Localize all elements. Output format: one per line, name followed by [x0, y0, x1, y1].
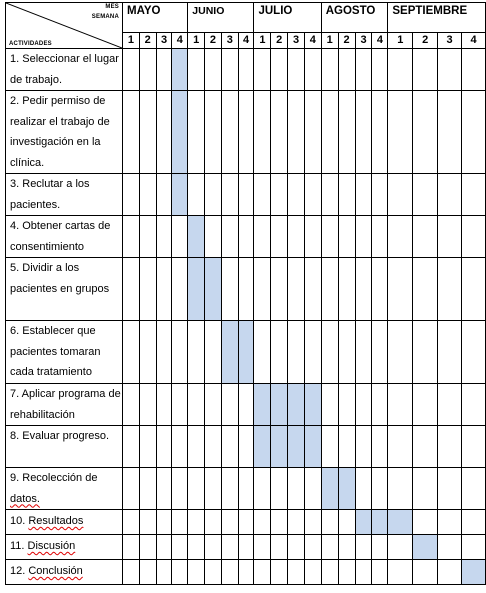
week-cell [372, 468, 388, 510]
activity-label: 3. Reclutar a los pacientes. [6, 174, 123, 216]
week-cell [238, 535, 254, 560]
week-cell [288, 468, 305, 510]
activity-row [6, 321, 486, 384]
week-cell [355, 560, 372, 585]
week-cell [304, 258, 321, 321]
active-week-cell [388, 510, 413, 535]
week-cell [139, 468, 156, 510]
activity-row [6, 560, 486, 585]
actividades-label: ACTIVIDADES [9, 41, 52, 47]
week-cell [338, 258, 355, 321]
week-cell [321, 560, 338, 585]
week-cell [172, 258, 188, 321]
active-week-cell [288, 384, 305, 426]
month-header-row [6, 3, 486, 33]
week-cell [321, 174, 338, 216]
week-cell [156, 321, 172, 384]
week-cell [321, 216, 338, 258]
week-cell [139, 384, 156, 426]
activity-label: 6. Establecer que pacientes tomaran cada tratamiento [6, 321, 123, 384]
week-cell [321, 91, 338, 174]
week-cell [139, 174, 156, 216]
week-cell [438, 91, 462, 174]
week-cell [188, 174, 205, 216]
week-cell [172, 510, 188, 535]
week-cell [254, 174, 271, 216]
active-week-cell [188, 216, 205, 258]
week-cell [188, 384, 205, 426]
active-week-cell [271, 426, 288, 468]
month-septiembre: SEPTIEMBRE [388, 3, 486, 33]
active-week-cell [372, 510, 388, 535]
active-week-cell [271, 384, 288, 426]
week-cell [221, 426, 238, 468]
activity-label: 5. Dividir a los pacientes en grupos [6, 258, 123, 321]
week-cell [413, 468, 438, 510]
week-cell [254, 535, 271, 560]
week-cell [304, 535, 321, 560]
week-cell [123, 560, 140, 585]
week-header-cell: 2 [139, 33, 156, 49]
week-cell [188, 510, 205, 535]
week-cell [321, 535, 338, 560]
active-week-cell [188, 258, 205, 321]
week-cell [205, 426, 222, 468]
week-cell [388, 560, 413, 585]
week-cell [438, 321, 462, 384]
week-cell [123, 174, 140, 216]
active-week-cell [304, 384, 321, 426]
week-cell [413, 426, 438, 468]
month-junio: JUNIO [188, 3, 254, 33]
activity-label: 1. Seleccionar el lugar de trabajo. [6, 49, 123, 91]
week-cell [388, 468, 413, 510]
active-week-cell [238, 321, 254, 384]
week-cell [271, 468, 288, 510]
week-cell [355, 321, 372, 384]
week-cell [338, 426, 355, 468]
week-cell [205, 91, 222, 174]
week-cell [205, 384, 222, 426]
week-cell [462, 468, 486, 510]
week-cell [156, 49, 172, 91]
week-cell [355, 91, 372, 174]
week-cell [388, 174, 413, 216]
week-cell [205, 510, 222, 535]
week-cell [304, 468, 321, 510]
week-cell [462, 174, 486, 216]
week-cell [321, 321, 338, 384]
activity-row [6, 468, 486, 510]
week-cell [254, 510, 271, 535]
week-cell [254, 468, 271, 510]
week-cell [254, 258, 271, 321]
week-cell [188, 535, 205, 560]
week-cell [123, 49, 140, 91]
week-cell [254, 560, 271, 585]
week-cell [139, 258, 156, 321]
activity-label: 8. Evaluar progreso. [6, 426, 123, 468]
week-cell [288, 91, 305, 174]
activity-row [6, 216, 486, 258]
week-cell [462, 321, 486, 384]
week-cell [338, 384, 355, 426]
week-cell [221, 510, 238, 535]
active-week-cell [172, 174, 188, 216]
week-cell [123, 216, 140, 258]
week-cell [413, 216, 438, 258]
week-cell [156, 426, 172, 468]
week-cell [238, 91, 254, 174]
week-cell [338, 560, 355, 585]
week-cell [172, 560, 188, 585]
week-cell [438, 384, 462, 426]
week-cell [355, 384, 372, 426]
active-week-cell [355, 510, 372, 535]
week-header-cell: 2 [413, 33, 438, 49]
week-cell [205, 468, 222, 510]
active-week-cell [172, 91, 188, 174]
week-cell [188, 468, 205, 510]
week-cell [338, 535, 355, 560]
activity-label: 7. Aplicar programa de rehabilitación [6, 384, 123, 426]
week-header-cell: 4 [172, 33, 188, 49]
week-cell [355, 426, 372, 468]
week-cell [205, 49, 222, 91]
week-cell [254, 91, 271, 174]
header-corner-cell [6, 3, 123, 49]
week-cell [355, 174, 372, 216]
week-cell [321, 384, 338, 426]
week-cell [304, 216, 321, 258]
week-cell [413, 321, 438, 384]
week-cell [238, 510, 254, 535]
week-cell [288, 510, 305, 535]
activity-row [6, 258, 486, 321]
week-cell [413, 91, 438, 174]
week-cell [438, 258, 462, 321]
active-week-cell [288, 426, 305, 468]
week-cell [438, 560, 462, 585]
week-cell [221, 174, 238, 216]
week-cell [388, 321, 413, 384]
activity-label: 11. Discusión [6, 535, 123, 560]
week-cell [388, 426, 413, 468]
week-cell [388, 91, 413, 174]
week-header-cell: 2 [205, 33, 222, 49]
week-cell [372, 560, 388, 585]
week-cell [413, 560, 438, 585]
week-cell [238, 426, 254, 468]
week-header-cell: 4 [238, 33, 254, 49]
activity-row [6, 510, 486, 535]
week-cell [388, 535, 413, 560]
week-cell [413, 510, 438, 535]
week-cell [271, 510, 288, 535]
week-cell [139, 426, 156, 468]
activity-label: 2. Pedir permiso de realizar el trabajo de investigación en la clínica. [6, 91, 123, 174]
week-cell [156, 216, 172, 258]
week-cell [288, 258, 305, 321]
week-cell [221, 384, 238, 426]
week-cell [156, 535, 172, 560]
week-cell [188, 426, 205, 468]
week-cell [172, 321, 188, 384]
week-cell [221, 216, 238, 258]
week-cell [304, 510, 321, 535]
month-mayo: MAYO [123, 3, 188, 33]
week-header-cell: 2 [271, 33, 288, 49]
week-cell [388, 258, 413, 321]
week-cell [205, 216, 222, 258]
active-week-cell [321, 468, 338, 510]
week-cell [221, 560, 238, 585]
week-cell [462, 216, 486, 258]
week-header-cell: 3 [156, 33, 172, 49]
activity-row [6, 535, 486, 560]
week-cell [238, 174, 254, 216]
week-cell [271, 216, 288, 258]
week-cell [288, 216, 305, 258]
week-cell [438, 426, 462, 468]
week-header-cell: 3 [355, 33, 372, 49]
week-cell [462, 49, 486, 91]
week-cell [338, 49, 355, 91]
activity-row [6, 49, 486, 91]
week-cell [254, 321, 271, 384]
week-cell [238, 560, 254, 585]
week-cell [372, 49, 388, 91]
week-cell [139, 560, 156, 585]
week-cell [156, 560, 172, 585]
week-cell [271, 91, 288, 174]
activity-row [6, 91, 486, 174]
week-header-cell: 4 [462, 33, 486, 49]
week-cell [388, 216, 413, 258]
week-header-cell: 4 [372, 33, 388, 49]
week-cell [355, 468, 372, 510]
week-cell [221, 91, 238, 174]
week-cell [388, 384, 413, 426]
week-header-cell: 1 [388, 33, 413, 49]
week-cell [438, 216, 462, 258]
week-cell [188, 321, 205, 384]
week-cell [271, 321, 288, 384]
week-cell [321, 258, 338, 321]
week-cell [123, 468, 140, 510]
month-agosto: AGOSTO [321, 3, 388, 33]
week-cell [188, 560, 205, 585]
week-cell [156, 174, 172, 216]
week-cell [288, 321, 305, 384]
week-cell [139, 49, 156, 91]
week-cell [372, 535, 388, 560]
week-cell [304, 321, 321, 384]
week-cell [372, 91, 388, 174]
week-cell [462, 258, 486, 321]
week-cell [123, 258, 140, 321]
week-cell [372, 258, 388, 321]
activities-body [6, 49, 486, 585]
week-header-cell: 3 [438, 33, 462, 49]
week-cell [123, 91, 140, 174]
week-cell [338, 91, 355, 174]
semana-label: SEMANA [91, 14, 119, 20]
week-cell [338, 321, 355, 384]
week-cell [288, 560, 305, 585]
week-cell [238, 49, 254, 91]
week-cell [221, 49, 238, 91]
week-cell [462, 426, 486, 468]
week-cell [338, 510, 355, 535]
week-cell [254, 49, 271, 91]
week-header-cell: 1 [321, 33, 338, 49]
week-cell [156, 91, 172, 174]
week-cell [254, 216, 271, 258]
active-week-cell [462, 560, 486, 585]
week-cell [139, 216, 156, 258]
week-cell [413, 384, 438, 426]
week-cell [338, 174, 355, 216]
week-cell [172, 468, 188, 510]
activity-label: 9. Recolección de datos. [6, 468, 123, 510]
active-week-cell [172, 49, 188, 91]
week-cell [304, 174, 321, 216]
week-cell [238, 258, 254, 321]
week-cell [205, 560, 222, 585]
week-cell [413, 49, 438, 91]
week-cell [372, 384, 388, 426]
week-cell [321, 510, 338, 535]
week-cell [372, 321, 388, 384]
week-header-cell: 1 [123, 33, 140, 49]
activity-label: 10. Resultados [6, 510, 123, 535]
week-cell [205, 321, 222, 384]
week-cell [188, 91, 205, 174]
week-cell [123, 426, 140, 468]
activity-row [6, 426, 486, 468]
week-cell [271, 174, 288, 216]
week-cell [413, 174, 438, 216]
gantt-chart-table [5, 2, 486, 585]
week-cell [438, 535, 462, 560]
week-cell [372, 174, 388, 216]
week-cell [188, 49, 205, 91]
week-cell [288, 49, 305, 91]
month-julio: JULIO [254, 3, 321, 33]
week-cell [221, 258, 238, 321]
week-cell [221, 535, 238, 560]
mes-label: MES [105, 4, 119, 10]
week-cell [438, 174, 462, 216]
week-cell [321, 49, 338, 91]
week-cell [304, 91, 321, 174]
activity-row [6, 174, 486, 216]
week-cell [288, 535, 305, 560]
week-cell [372, 216, 388, 258]
active-week-cell [205, 258, 222, 321]
week-cell [304, 49, 321, 91]
week-cell [238, 468, 254, 510]
week-cell [288, 174, 305, 216]
week-cell [355, 258, 372, 321]
week-cell [238, 384, 254, 426]
active-week-cell [254, 426, 271, 468]
week-cell [338, 216, 355, 258]
week-cell [462, 535, 486, 560]
week-header-cell: 1 [188, 33, 205, 49]
week-cell [438, 49, 462, 91]
active-week-cell [221, 321, 238, 384]
week-cell [123, 321, 140, 384]
week-cell [271, 535, 288, 560]
week-cell [139, 510, 156, 535]
week-cell [462, 91, 486, 174]
week-cell [123, 535, 140, 560]
activity-row [6, 384, 486, 426]
week-header-cell: 2 [338, 33, 355, 49]
active-week-cell [338, 468, 355, 510]
week-cell [388, 49, 413, 91]
week-cell [355, 216, 372, 258]
active-week-cell [304, 426, 321, 468]
week-cell [238, 216, 254, 258]
week-cell [462, 384, 486, 426]
week-cell [221, 468, 238, 510]
week-cell [355, 49, 372, 91]
week-cell [321, 426, 338, 468]
week-header-cell: 1 [254, 33, 271, 49]
active-week-cell [254, 384, 271, 426]
week-cell [156, 468, 172, 510]
week-cell [156, 384, 172, 426]
week-cell [172, 384, 188, 426]
week-cell [172, 216, 188, 258]
week-cell [205, 535, 222, 560]
week-cell [462, 510, 486, 535]
week-cell [304, 560, 321, 585]
week-cell [123, 384, 140, 426]
week-header-cell: 3 [221, 33, 238, 49]
week-cell [271, 258, 288, 321]
active-week-cell [413, 535, 438, 560]
week-cell [139, 321, 156, 384]
week-cell [413, 258, 438, 321]
activity-label: 4. Obtener cartas de consentimiento [6, 216, 123, 258]
week-cell [156, 510, 172, 535]
week-cell [156, 258, 172, 321]
week-cell [438, 468, 462, 510]
week-header-cell: 3 [288, 33, 305, 49]
week-cell [139, 535, 156, 560]
week-cell [355, 535, 372, 560]
week-cell [271, 49, 288, 91]
week-cell [438, 510, 462, 535]
week-cell [172, 535, 188, 560]
activity-label: 12. Conclusión [6, 560, 123, 585]
week-cell [139, 91, 156, 174]
week-cell [123, 510, 140, 535]
week-cell [205, 174, 222, 216]
week-header-cell: 4 [304, 33, 321, 49]
week-cell [372, 426, 388, 468]
week-cell [271, 560, 288, 585]
week-cell [172, 426, 188, 468]
